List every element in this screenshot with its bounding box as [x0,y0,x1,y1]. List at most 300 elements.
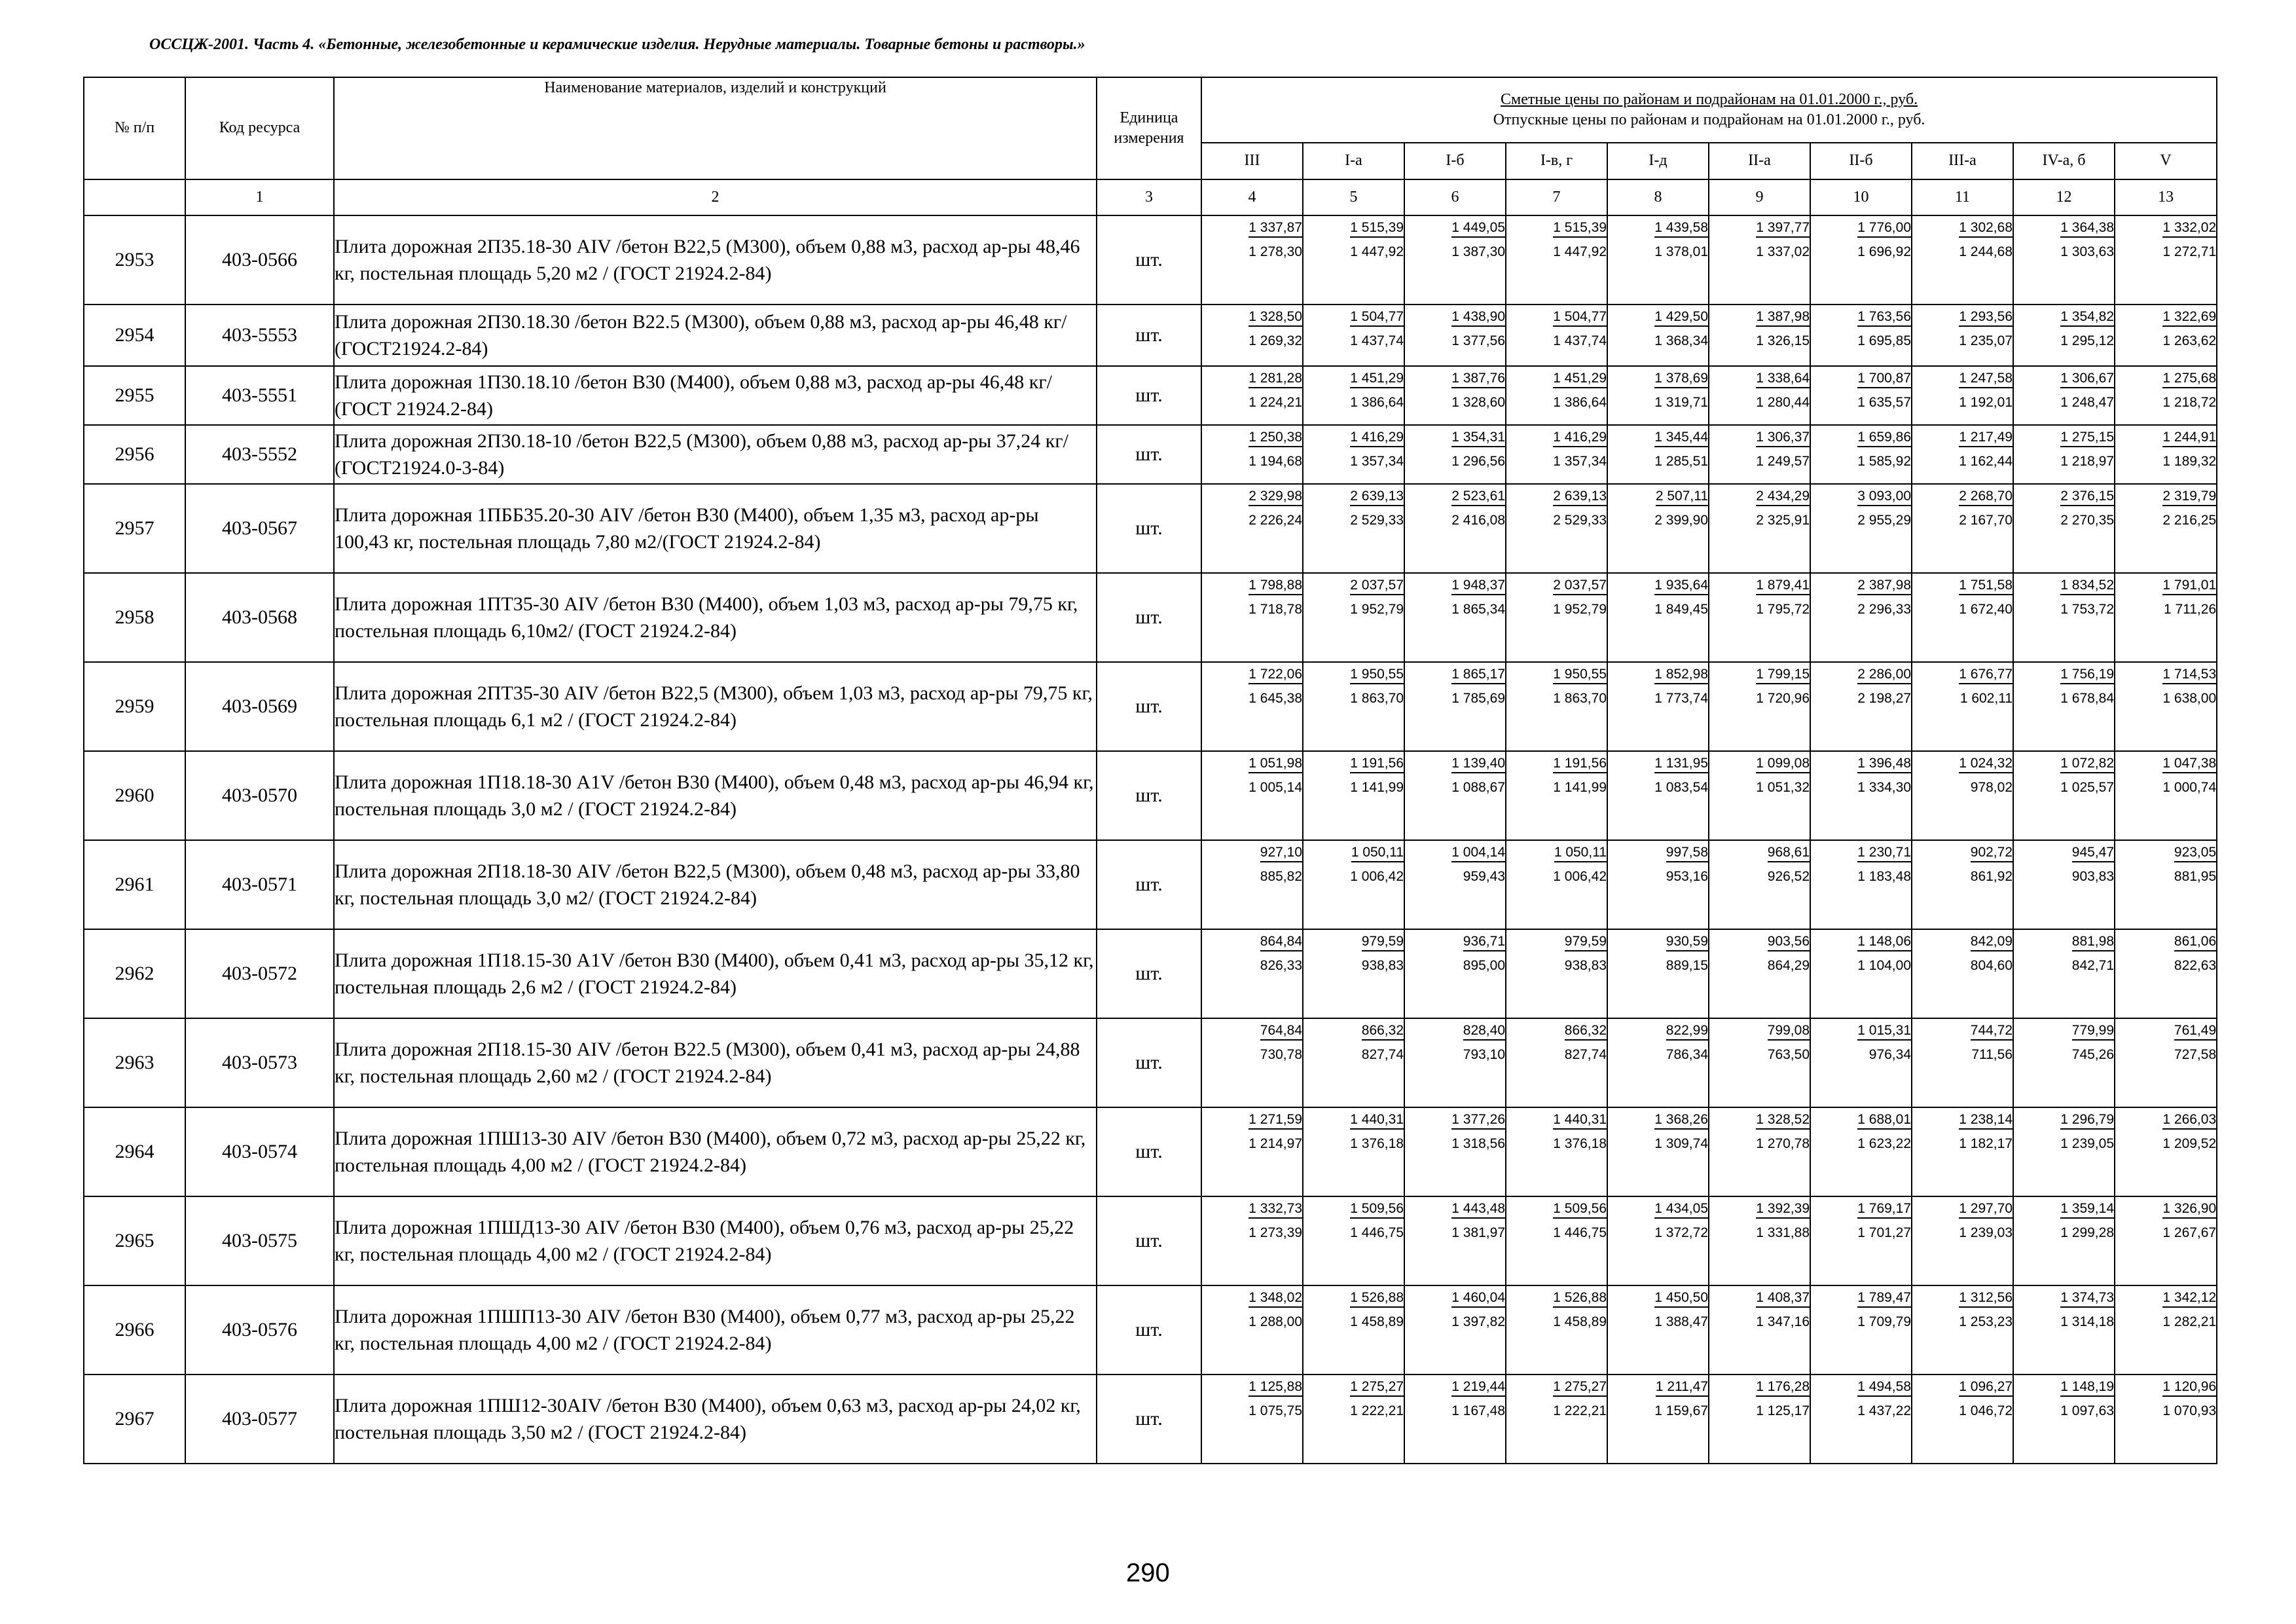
price-cell [1201,662,1303,751]
table-row [84,304,2217,366]
release-price: 1 720,96 [1756,690,1810,706]
estimated-price: 1 348,02 [1248,1289,1302,1308]
release-price: 1 167,48 [1451,1403,1505,1418]
price-cell [1506,662,1607,751]
price-cell [1506,1375,1607,1464]
release-price: 1 602,11 [1959,690,2013,706]
estimated-price: 1 515,39 [1553,219,1607,238]
release-price: 1 635,57 [1857,394,1911,410]
estimated-price: 1 776,00 [1857,219,1911,238]
release-price: 1 104,00 [1857,957,1911,973]
price-cell [1201,1107,1303,1196]
resource-code: 403-0574 [185,1107,334,1196]
price-cell [1607,1196,1709,1285]
price-cell [1303,215,1404,304]
estimated-price: 1 387,98 [1756,308,1810,327]
price-cell [1506,1107,1607,1196]
estimated-price: 903,56 [1768,932,1810,951]
release-price: 1 319,71 [1654,394,1708,410]
row-number: 2959 [84,662,185,751]
release-price: 1 437,74 [1350,333,1404,348]
price-cell [2013,484,2115,573]
release-price: 786,34 [1666,1046,1708,1062]
material-name: Плита дорожная 2П30.18-10 /бетон В22,5 (М300), объем 0,88 м3, расход ар-ры 37,24 кг/ (ГОСТ21924.0-3-84) [334,425,1097,484]
release-price: 2 955,29 [1857,512,1911,528]
release-price: 1 209,52 [2162,1135,2217,1151]
estimated-price: 1 526,88 [1553,1289,1607,1308]
price-cell [1709,215,1810,304]
price-cell [1404,1285,1506,1375]
price-cell [2115,662,2217,751]
estimated-price: 2 268,70 [1959,487,2013,506]
release-price: 1 189,32 [2162,453,2217,469]
price-cell [1506,366,1607,425]
estimated-price: 2 507,11 [1656,487,1708,506]
material-name: Плита дорожная 1П18.18-30 А1V /бетон В30 (М400), объем 0,48 м3, расход ар-ры 46,94 кг, постельная площадь 3,0 м2 / (ГОСТ 21924.2-84) [334,751,1097,840]
release-price: 1 695,85 [1857,333,1911,348]
price-cell [1506,425,1607,484]
price-cell [1201,751,1303,840]
release-price: 1 235,07 [1959,333,2013,348]
release-price: 938,83 [1564,957,1607,973]
estimated-price: 1 219,44 [1451,1378,1505,1397]
page-number: 290 [1126,1559,1170,1587]
price-cell [1810,366,1912,425]
estimated-price: 1 515,39 [1350,219,1404,238]
release-price: 1 253,23 [1959,1314,2013,1329]
release-price: 1 334,30 [1857,779,1911,795]
estimated-price: 1 751,58 [1959,576,2013,595]
estimated-price: 842,09 [1971,932,2013,951]
price-cell [1303,573,1404,662]
column-number: 3 [1097,179,1201,215]
column-number: 13 [2115,179,2217,215]
price-cell [1201,425,1303,484]
estimated-price: 1 211,47 [1656,1378,1708,1397]
table-row [84,751,2217,840]
price-cell [2115,1285,2217,1375]
estimated-price: 1 439,58 [1654,219,1708,238]
price-cell [1709,1375,1810,1464]
release-price: 1 182,17 [1959,1135,2013,1151]
estimated-price: 2 639,13 [1350,487,1404,506]
region-header: IV-а, б [2013,143,2115,179]
estimated-price: 1 700,87 [1857,369,1911,388]
price-cell [1201,215,1303,304]
release-price: 1 368,34 [1654,333,1708,348]
price-cell [1404,662,1506,751]
estimated-price: 1 275,68 [2162,369,2216,388]
release-price: 1 273,39 [1248,1225,1302,1240]
region-header: III-а [1912,143,2013,179]
estimated-price: 1 526,88 [1350,1289,1404,1308]
release-price: 978,02 [1970,779,2013,795]
estimated-price: 1 306,67 [2060,369,2114,388]
release-price: 1 222,21 [1350,1403,1404,1418]
price-cell [1709,662,1810,751]
release-price: 1 753,72 [2060,601,2114,617]
price-cell [1709,366,1810,425]
release-price: 953,16 [1666,868,1708,884]
release-price: 1 372,72 [1654,1225,1708,1240]
table-row [84,484,2217,573]
release-price: 926,52 [1767,868,1810,884]
estimated-price: 866,32 [1565,1022,1607,1041]
price-cell [1607,215,1709,304]
release-price: 763,50 [1767,1046,1810,1062]
release-price: 1 718,78 [1248,601,1302,617]
table-row [84,425,2217,484]
price-cell [2115,840,2217,929]
price-cell [1912,929,2013,1018]
price-cell [1912,304,2013,366]
price-cell [2013,1196,2115,1285]
price-cell [1810,425,1912,484]
release-price: 1 006,42 [1350,868,1404,884]
release-price: 1 088,67 [1451,779,1505,795]
table-row [84,573,2217,662]
release-price: 959,43 [1463,868,1505,884]
release-price: 2 529,33 [1553,512,1607,528]
estimated-price: 1 799,15 [1756,665,1810,684]
price-cell [1709,425,1810,484]
material-name: Плита дорожная 1П30.18.10 /бетон В30 (М400), объем 0,88 м3, расход ар-ры 46,48 кг/ (ГОСТ 21924.2-84) [334,366,1097,425]
price-cell [1912,573,2013,662]
price-cell [1607,1375,1709,1464]
release-price: 1 214,97 [1248,1135,1302,1151]
release-price: 1 125,17 [1756,1403,1810,1418]
material-name: Плита дорожная 1ПШ12-30АIV /бетон В30 (М400), объем 0,63 м3, расход ар-ры 24,02 кг, постельная площадь 3,50 м2 / (ГОСТ 21924.2-84) [334,1375,1097,1464]
column-number: 9 [1709,179,1810,215]
release-price: 1 773,74 [1654,690,1708,706]
price-cell [1201,1285,1303,1375]
estimated-price: 1 120,96 [2162,1378,2216,1397]
price-cell [1709,751,1810,840]
unit: шт. [1097,751,1201,840]
estimated-price: 923,05 [2174,843,2216,862]
price-cell [1810,1285,1912,1375]
estimated-price: 1 494,58 [1857,1378,1911,1397]
price-cell [1506,215,1607,304]
estimated-price: 1 131,95 [1654,754,1708,773]
price-cell [2013,573,2115,662]
release-price: 1 437,74 [1553,333,1607,348]
release-price: 745,26 [2071,1046,2114,1062]
release-price: 1 224,21 [1248,394,1302,410]
release-price: 1 194,68 [1248,453,1302,469]
estimated-price: 1 408,37 [1756,1289,1810,1308]
release-price: 1 263,62 [2162,333,2217,348]
material-name: Плита дорожная 1ПШП13-30 АIV /бетон В30 (М400), объем 0,77 м3, расход ар-ры 25,22 кг, постельная площадь 4,00 м2 / (ГОСТ 21924.2-84) [334,1285,1097,1375]
price-cell [2115,304,2217,366]
table-row [84,929,2217,1018]
estimated-price: 1 328,50 [1248,308,1302,327]
estimated-price: 2 639,13 [1553,487,1607,506]
price-cell [2013,215,2115,304]
estimated-price: 1 504,77 [1553,308,1607,327]
price-cell [1810,751,1912,840]
estimated-price: 1 191,56 [1350,754,1404,773]
release-price: 1 000,74 [2162,779,2217,795]
release-price: 730,78 [1260,1046,1302,1062]
column-number: 10 [1810,179,1912,215]
release-price: 1 239,05 [2060,1135,2114,1151]
row-number: 2961 [84,840,185,929]
resource-code: 403-0577 [185,1375,334,1464]
region-header: I-в, г [1506,143,1607,179]
estimated-price: 1 096,27 [1959,1378,2013,1397]
price-cell [2115,366,2217,425]
estimated-price: 1 139,40 [1451,754,1505,773]
estimated-price: 1 354,31 [1451,428,1505,447]
estimated-price: 1 051,98 [1248,754,1302,773]
column-number: 8 [1607,179,1709,215]
resource-code: 403-0570 [185,751,334,840]
resource-code: 403-5552 [185,425,334,484]
row-number: 2953 [84,215,185,304]
price-cell [1404,304,1506,366]
estimated-price: 1 798,88 [1248,576,1302,595]
estimated-price: 1 364,38 [2060,219,2114,238]
release-price: 2 198,27 [1857,690,1911,706]
row-number: 2963 [84,1018,185,1107]
price-cell [1607,1018,1709,1107]
estimated-price: 968,61 [1768,843,1810,862]
estimated-price: 1 368,26 [1654,1111,1708,1130]
price-cell [1303,1375,1404,1464]
estimated-price: 1 440,31 [1350,1111,1404,1130]
resource-code: 403-5553 [185,304,334,366]
row-number: 2965 [84,1196,185,1285]
estimated-price: 1 238,14 [1959,1111,2013,1130]
estimated-price: 1 722,06 [1248,665,1302,684]
resource-code: 403-0575 [185,1196,334,1285]
release-price: 1 623,22 [1857,1135,1911,1151]
release-price: 885,82 [1260,868,1302,884]
resource-code: 403-0573 [185,1018,334,1107]
estimated-price: 2 319,79 [2162,487,2216,506]
price-cell [1607,1285,1709,1375]
release-price: 1 326,15 [1756,333,1810,348]
release-price: 1 337,02 [1756,244,1810,259]
estimated-price: 1 451,29 [1553,369,1607,388]
estimated-price: 881,98 [2072,932,2114,951]
estimated-price: 1 396,48 [1857,754,1911,773]
release-price: 1 458,89 [1553,1314,1607,1329]
estimated-price: 1 275,27 [1350,1378,1404,1397]
estimated-price: 1 688,01 [1857,1111,1911,1130]
release-price: 827,74 [1361,1046,1404,1062]
estimated-price: 1 024,32 [1959,754,2013,773]
material-name: Плита дорожная 1ПТ35-30 АIV /бетон В30 (М400), объем 1,03 м3, расход ар-ры 79,75 кг, постельная площадь 6,10м2/ (ГОСТ 21924.2-84) [334,573,1097,662]
price-cell [1607,1107,1709,1196]
price-cell [1607,662,1709,751]
price-cell [1303,425,1404,484]
estimated-price: 1 935,64 [1654,576,1708,595]
release-price: 1 347,16 [1756,1314,1810,1329]
estimated-price: 1 451,29 [1350,369,1404,388]
estimated-price: 1 865,17 [1451,665,1505,684]
release-price: 1 218,72 [2162,394,2217,410]
material-name: Плита дорожная 2П35.18-30 АIV /бетон В22,5 (М300), объем 0,88 м3, расход ар-ры 48,46 кг, постельная площадь 5,20 м2 / (ГОСТ 21924.2-84) [334,215,1097,304]
price-cell [1912,1375,2013,1464]
release-price: 1 678,84 [2060,690,2114,706]
release-price: 793,10 [1463,1046,1505,1062]
estimated-price: 3 093,00 [1857,487,1911,506]
resource-code: 403-0567 [185,484,334,573]
column-number: 11 [1912,179,2013,215]
unit: шт. [1097,484,1201,573]
release-price: 1 331,88 [1756,1225,1810,1240]
release-price: 1 387,30 [1451,244,1505,259]
price-cell [1810,1375,1912,1464]
estimated-price: 1 377,26 [1451,1111,1505,1130]
estimated-price: 1 125,88 [1248,1378,1302,1397]
estimated-price: 1 332,73 [1248,1200,1302,1219]
price-cell [1912,215,2013,304]
price-cell [2013,366,2115,425]
estimated-price: 1 789,47 [1857,1289,1911,1308]
estimated-price: 1 769,17 [1857,1200,1911,1219]
estimated-price: 2 037,57 [1553,576,1607,595]
price-cell [1303,1285,1404,1375]
estimated-price: 1 509,56 [1553,1200,1607,1219]
estimated-price: 744,72 [1971,1022,2013,1041]
estimated-price: 1 148,19 [2060,1378,2114,1397]
release-price: 1 446,75 [1350,1225,1404,1240]
release-price: 1 849,45 [1654,601,1708,617]
release-price: 1 270,78 [1756,1135,1810,1151]
release-price: 1 645,38 [1248,690,1302,706]
release-price: 1 141,99 [1350,779,1404,795]
estimated-price: 1 297,70 [1959,1200,2013,1219]
release-price: 1 446,75 [1553,1225,1607,1240]
col-header-name: Наименование материалов, изделий и конструкций [334,77,1097,179]
estimated-price: 1 099,08 [1756,754,1810,773]
release-price: 1 357,34 [1553,453,1607,469]
estimated-price: 1 429,50 [1654,308,1708,327]
col-header-code: Код ресурса [185,77,334,179]
estimated-price: 979,59 [1362,932,1404,951]
estimated-price: 1 328,52 [1756,1111,1810,1130]
price-cell [1810,215,1912,304]
release-price: 1 357,34 [1350,453,1404,469]
estimated-price: 1 791,01 [2162,576,2216,595]
release-price: 1 447,92 [1350,244,1404,259]
estimated-price: 1 950,55 [1350,665,1404,684]
release-price: 1 025,57 [2060,779,2114,795]
estimated-price: 1 266,03 [2162,1111,2216,1130]
estimated-price: 927,10 [1260,843,1302,862]
price-cell [1810,1018,1912,1107]
column-number: 5 [1303,179,1404,215]
price-cell [1201,484,1303,573]
estimated-price: 1 250,38 [1248,428,1302,447]
release-price: 1 711,26 [2163,601,2217,617]
estimated-price: 1 387,76 [1451,369,1505,388]
region-header: III [1201,143,1303,179]
price-cell [1303,366,1404,425]
estimated-price: 1 302,68 [1959,219,2013,238]
release-price: 1 709,79 [1857,1314,1911,1329]
resource-code: 403-0569 [185,662,334,751]
estimated-price: 2 523,61 [1451,487,1505,506]
release-price: 864,29 [1767,957,1810,973]
release-price: 1 005,14 [1248,779,1302,795]
row-number: 2954 [84,304,185,366]
price-cell [1303,751,1404,840]
col-header-num: № п/п [84,77,185,179]
price-cell [1404,1375,1506,1464]
price-cell [1303,1107,1404,1196]
price-cell [2013,1107,2115,1196]
estimated-price: 2 286,00 [1857,665,1911,684]
release-price: 1 863,70 [1553,690,1607,706]
estimated-price: 1 374,73 [2060,1289,2114,1308]
region-header: V [2115,143,2217,179]
release-price: 1 218,97 [2060,453,2114,469]
release-price: 1 376,18 [1350,1135,1404,1151]
price-cell [1709,1018,1810,1107]
estimated-price: 1 281,28 [1248,369,1302,388]
price-cell [1303,304,1404,366]
unit: шт. [1097,366,1201,425]
estimated-price: 2 387,98 [1857,576,1911,595]
release-price: 976,34 [1868,1046,1911,1062]
estimated-price: 761,49 [2174,1022,2216,1041]
row-number: 2956 [84,425,185,484]
estimated-price: 1 763,56 [1857,308,1911,327]
estimated-price: 1 440,31 [1553,1111,1607,1130]
price-cell [1201,366,1303,425]
estimated-price: 1 244,91 [2162,428,2216,447]
price-cell [1709,484,1810,573]
estimated-price: 1 296,79 [2060,1111,2114,1130]
estimated-price: 779,99 [2072,1022,2114,1041]
release-price: 1 239,03 [1959,1225,2013,1240]
release-price: 1 159,67 [1654,1403,1708,1418]
estimated-price: 828,40 [1463,1022,1505,1041]
estimated-price: 1 191,56 [1553,754,1607,773]
estimated-price: 1 312,56 [1959,1289,2013,1308]
release-price: 1 386,64 [1350,394,1404,410]
unit: шт. [1097,929,1201,1018]
estimated-price: 1 509,56 [1350,1200,1404,1219]
estimated-price: 1 354,82 [2060,308,2114,327]
price-cell [1506,1285,1607,1375]
estimated-price: 1 378,69 [1654,369,1708,388]
table-row [84,1018,2217,1107]
material-name: Плита дорожная 2П18.18-30 АIV /бетон В22,5 (М300), объем 0,48 м3, расход ар-ры 33,80 кг, постельная площадь 3,0 м2/ (ГОСТ 21924.2-84) [334,840,1097,929]
region-header: II-б [1810,143,1912,179]
release-price: 1 638,00 [2162,690,2217,706]
price-cell [1201,929,1303,1018]
price-cell [1404,840,1506,929]
release-price: 2 270,35 [2060,512,2114,528]
price-cell [1709,840,1810,929]
estimated-price: 1 834,52 [2060,576,2114,595]
material-name: Плита дорожная 2П18.15-30 АIV /бетон В22.5 (М300), объем 0,41 м3, расход ар-ры 24,88 кг, постельная площадь 2,60 м2 / (ГОСТ 21924.2-84) [334,1018,1097,1107]
release-price: 1 075,75 [1248,1403,1302,1418]
estimated-price: 930,59 [1666,932,1708,951]
price-cell [1709,304,1810,366]
release-price: 1 141,99 [1553,779,1607,795]
table-row [84,1196,2217,1285]
release-price: 827,74 [1564,1046,1607,1062]
release-price: 1 282,21 [2162,1314,2217,1329]
estimated-price: 1 852,98 [1654,665,1708,684]
release-price: 2 529,33 [1350,512,1404,528]
